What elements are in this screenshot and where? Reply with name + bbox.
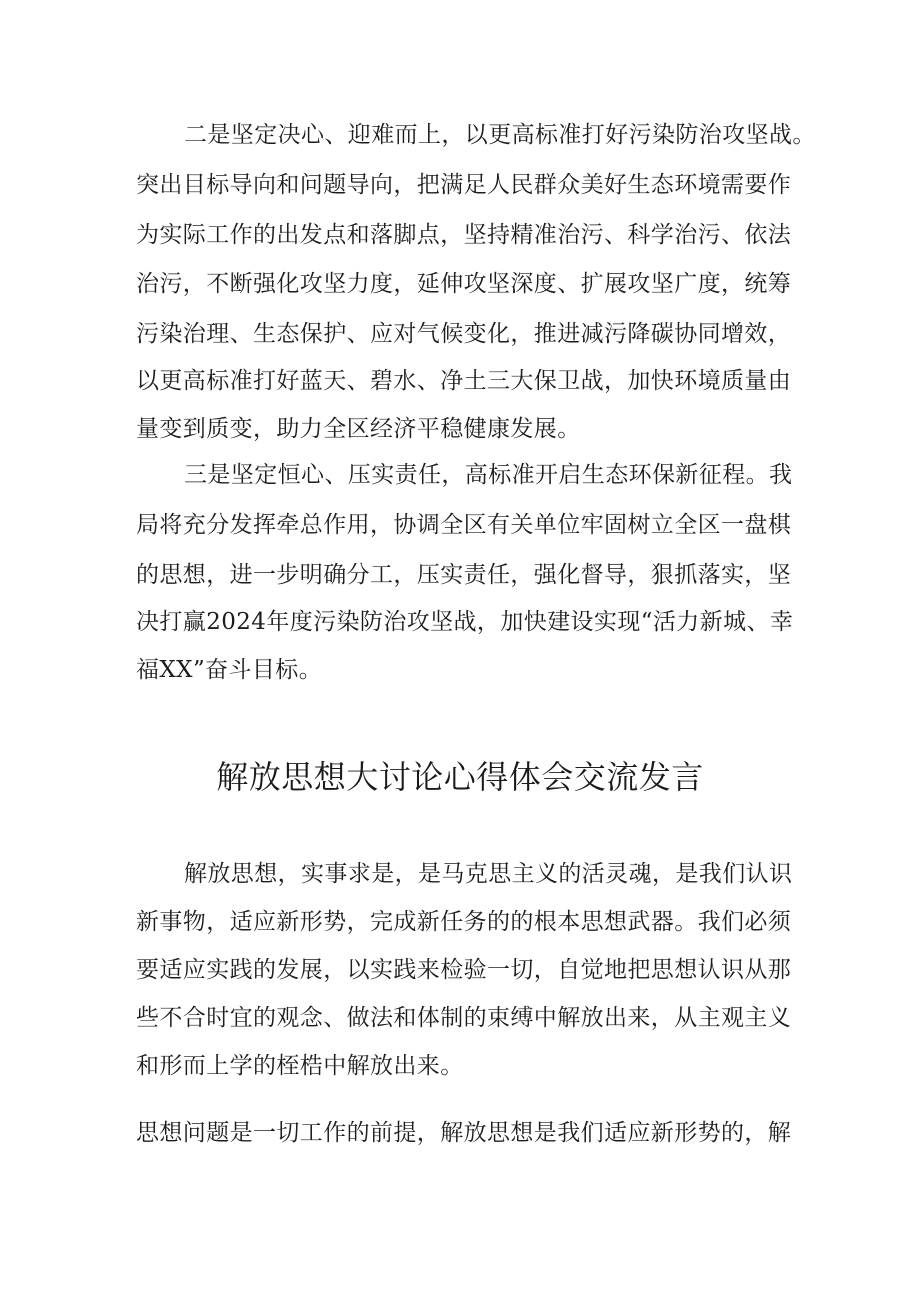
section-three-line: 的思想，进一步明确分工，压实责任，强化督导，狠抓落实，坚 xyxy=(136,562,792,588)
liberation-paragraph-line: 解放思想，实事求是，是马克思主义的活灵魂，是我们认识 xyxy=(184,861,793,887)
liberation-paragraph-line: 要适应实践的发展，以实践来检验一切，自觉地把思想认识从那 xyxy=(136,957,792,983)
section-two-line: 为实际工作的出发点和落脚点，坚持精准治污、科学治污、依法 xyxy=(136,222,792,248)
liberation-paragraph-line: 些不合时宜的观念、做法和体制的束缚中解放出来，从主观主义 xyxy=(136,1005,792,1031)
section-two-line: 突出目标导向和问题导向，把满足人民群众美好生态环境需要作 xyxy=(136,172,792,198)
liberation-paragraph-line: 新事物，适应新形势，完成新任务的的根本思想武器。我们必须 xyxy=(136,909,792,935)
section-two-line: 污染治理、生态保护、应对气候变化，推进减污降碳协同增效， xyxy=(136,321,792,347)
section-heading: 解放思想大讨论心得体会交流发言 xyxy=(216,758,704,796)
section-three-line: 福XX”奋斗目标。 xyxy=(136,657,323,683)
section-two-line: 治污，不断强化攻坚力度，延伸攻坚深度、扩展攻坚广度，统筹 xyxy=(136,271,792,297)
section-two-line: 以更高标准打好蓝天、碧水、净土三大保卫战，加快环境质量由 xyxy=(136,368,792,394)
section-two-line: 量变到质变，助力全区经济平稳健康发展。 xyxy=(136,416,581,442)
section-three-line: 三是坚定恒心、压实责任，高标准开启生态环保新征程。我 xyxy=(184,462,793,488)
premise-paragraph-line: 思想问题是一切工作的前提，解放思想是我们适应新形势的，解 xyxy=(136,1120,792,1146)
liberation-paragraph-line: 和形而上学的桎梏中解放出来。 xyxy=(136,1053,464,1079)
section-three-line: 决打赢2024年度污染防治攻坚战，加快建设实现“活力新城、幸 xyxy=(136,609,794,635)
section-three-line: 局将充分发挥牵总作用，协调全区有关单位牢固树立全区一盘棋 xyxy=(136,512,792,538)
section-two-line: 二是坚定决心、迎难而上，以更高标准打好污染防治攻坚战。 xyxy=(184,122,816,148)
